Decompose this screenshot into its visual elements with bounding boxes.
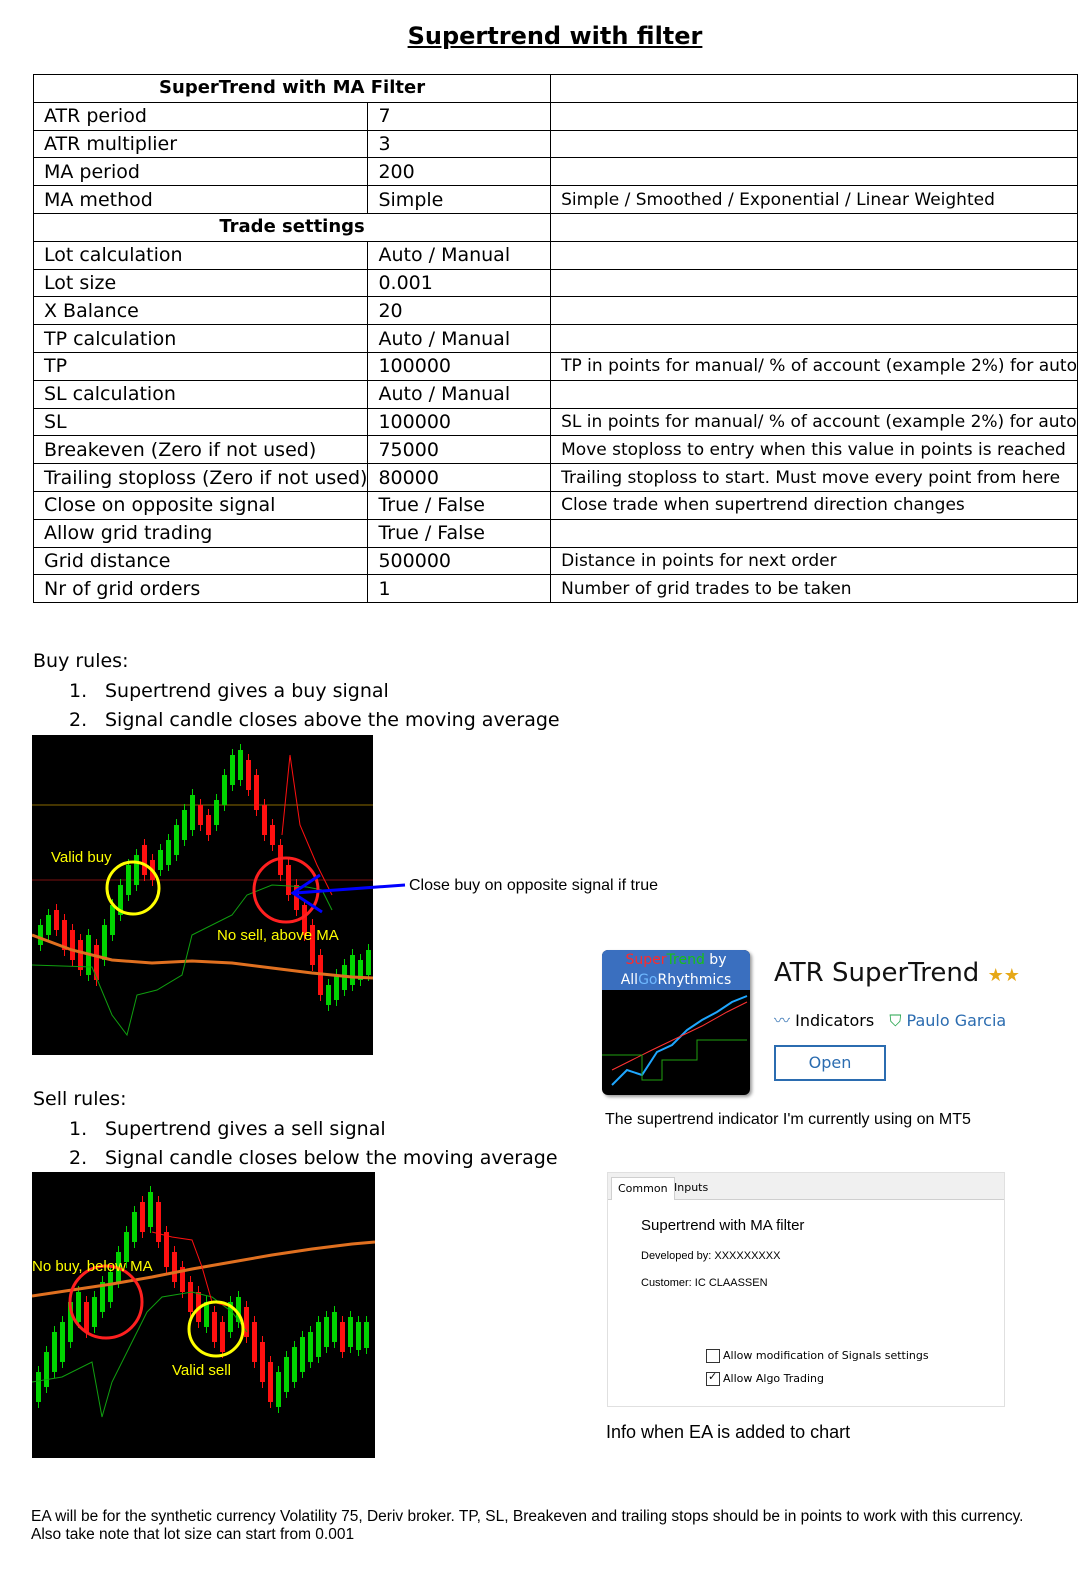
table-row: MA period 200 [34,158,1078,186]
candle [230,755,235,785]
candle [212,1312,217,1342]
tab-inputs[interactable]: Inputs [674,1181,709,1194]
allow-modify-signals-row[interactable]: Allow modification of Signals settings [706,1349,929,1363]
candle [262,805,267,835]
candle [102,925,107,960]
thumbnail-banner: SuperTrend by AllGoRhythmics [602,950,750,990]
candle [238,750,243,780]
candle [174,825,179,855]
sell-rules-heading: Sell rules: [33,1088,127,1110]
candle [60,1322,65,1362]
indicator-name: ATR SuperTrend ★★ [774,958,1020,988]
candle [244,1307,249,1337]
footer-note: EA will be for the synthetic currency Volatility 75, Deriv broker. TP, SL, Breakeven and trailing stops should be in points to work with this currency. Also take note that lot size can start from 0.001 [31,1508,1024,1543]
open-button[interactable]: Open [774,1045,886,1081]
candle [332,1312,337,1342]
document-title: Supertrend with filter [407,22,703,50]
ea-name: Supertrend with MA filter [641,1217,805,1234]
candle [36,1372,41,1402]
candle [366,950,371,975]
table-row: Breakeven (Zero if not used) 75000 Move stoploss to entry when this value in points is reached [34,436,1078,464]
candle [76,1292,81,1322]
candle [52,1332,57,1372]
rating-stars: ★★ [987,965,1020,986]
candle [252,1322,257,1362]
no-sell-label: No sell, above MA [217,927,339,944]
candle [284,1357,289,1392]
candle [148,1192,153,1227]
candle [126,865,131,895]
no-buy-label: No buy, below MA [32,1258,153,1275]
buy-rules-heading: Buy rules: [33,650,129,672]
candle [334,975,339,1000]
parameters-table [33,74,1078,603]
candle [44,1352,49,1387]
candle [132,1212,137,1242]
ea-developer: Developed by: XXXXXXXXX [641,1250,781,1262]
candle [348,1317,353,1347]
candle [246,760,251,790]
candle [172,1252,177,1282]
candle [182,810,187,840]
candle [260,1342,265,1382]
list-item: 2. Signal candle closes below the moving average [69,1147,558,1169]
dialog-tabs [608,1173,1004,1200]
candle [268,1362,273,1402]
verified-shield-icon: ⛉ [889,1011,902,1030]
indicator-category: Indicators [795,1011,875,1030]
table-row: ATR period 7 [34,102,1078,130]
candle [206,815,211,835]
sell-chart [32,1172,375,1458]
table-row: X Balance 20 [34,297,1078,325]
candle [38,925,43,945]
table-row: Trailing stoploss (Zero if not used) 80000 Trailing stoploss to start. Must move every point from here [34,464,1078,492]
valid-buy-circle [107,862,159,914]
candle [54,910,59,930]
table-row: Grid distance 500000 Distance in points for next order [34,547,1078,575]
candle [78,940,83,970]
list-item: 1. Supertrend gives a sell signal [69,1118,386,1140]
section-header-trade-settings: Trade settings [34,213,551,241]
candle [350,955,355,985]
table-row: TP calculation Auto / Manual [34,325,1078,353]
candle [220,1322,225,1352]
candle [254,775,259,810]
table-row: Lot calculation Auto / Manual [34,241,1078,269]
candle [340,1322,345,1352]
candle [356,1322,361,1350]
candle [92,1297,97,1327]
table-row: SL calculation Auto / Manual [34,380,1078,408]
sell-rules-list [69,1115,558,1173]
table-header-row [34,213,1078,241]
candle [364,1322,369,1348]
section-header-supertrend: SuperTrend with MA Filter [34,75,551,103]
candle [156,1202,161,1242]
candle [166,840,171,865]
candle [46,915,51,935]
indicator-caption: The supertrend indicator I'm currently using on MT5 [605,1111,971,1128]
indicator-author[interactable]: Paulo Garcia [906,1011,1007,1030]
ea-dialog-caption: Info when EA is added to chart [606,1422,851,1442]
table-row: TP 100000 TP in points for manual/ % of account (example 2%) for auto [34,352,1078,380]
candle [190,795,195,830]
candle [134,855,139,885]
ea-properties-dialog [607,1172,1005,1407]
candle [140,1202,145,1232]
table-row: Lot size 0.001 [34,269,1078,297]
table-row: Nr of grid orders 1 Number of grid trades to be taken [34,575,1078,603]
candle [214,800,219,825]
buy-rules-list [69,677,560,735]
sell-chart-canvas [32,1172,375,1458]
indicator-meta [774,1008,1006,1031]
table-row: Allow grid trading True / False [34,519,1078,547]
candle [300,1337,305,1372]
table-row: ATR multiplier 3 [34,130,1078,158]
candle [198,805,203,825]
candle [276,1372,281,1407]
indicator-thumbnail[interactable] [602,950,750,1095]
table-row: SL 100000 SL in points for manual/ % of account (example 2%) for auto [34,408,1078,436]
close-buy-caption: Close buy on opposite signal if true [409,877,659,894]
ea-customer: Customer: IC CLAASSEN [641,1277,768,1289]
candle [292,1347,297,1382]
candle [308,1332,313,1362]
candle [142,845,147,875]
valid-buy-label: Valid buy [51,849,112,866]
check-icon: ✓ [708,1370,718,1383]
candle [70,930,75,960]
candle [270,825,275,845]
candle [326,985,331,1005]
table-row: MA method Simple Simple / Smoothed / Exponential / Linear Weighted [34,186,1078,214]
tab-common[interactable]: Common [611,1177,675,1200]
table-header-row [34,75,1078,103]
list-item: 1. Supertrend gives a buy signal [69,680,389,702]
indicator-category-icon: 〰 [774,1011,791,1030]
table-row: Close on opposite signal True / False Close trade when supertrend direction changes [34,491,1078,519]
list-item: 2. Signal candle closes above the moving average [69,709,560,731]
candle [324,1317,329,1347]
candle [108,1272,113,1302]
candle [84,1302,89,1332]
valid-sell-label: Valid sell [172,1362,231,1379]
candle [222,775,227,805]
thumbnail-mini-chart [602,990,750,1095]
candle [316,1322,321,1357]
allow-modify-signals-checkbox[interactable] [706,1349,720,1363]
candle [158,850,163,870]
close-buy-arrow [280,870,410,920]
allow-algo-trading-row[interactable]: ✓ Allow Algo Trading [708,1370,825,1385]
candle [164,1232,169,1267]
candle [110,905,115,935]
allow-algo-trading-checkbox[interactable] [706,1372,720,1386]
candle [188,1282,193,1312]
indicator-card [600,950,1040,1100]
